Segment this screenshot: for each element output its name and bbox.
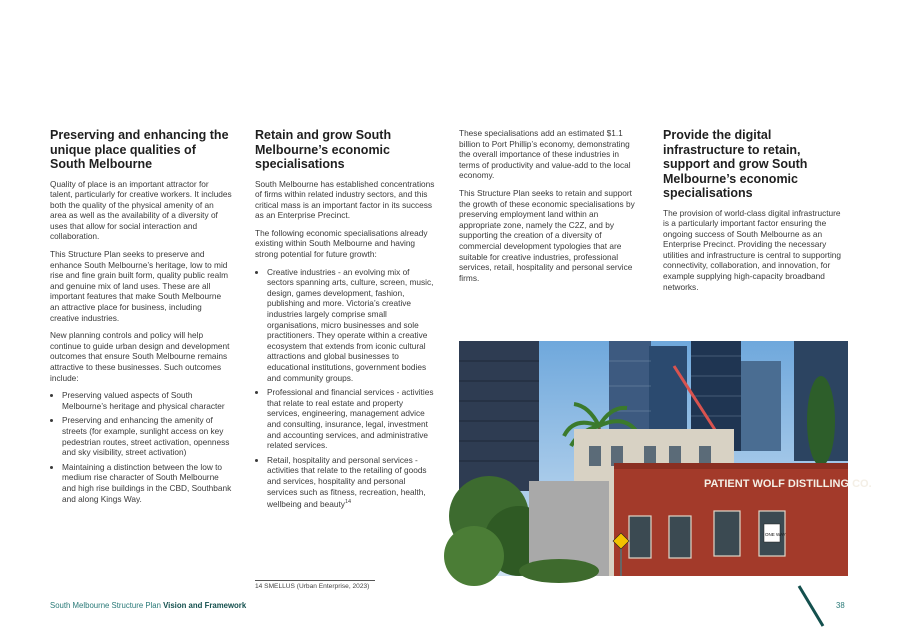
column-2: [255, 128, 437, 515]
footer-section: Vision and Framework: [163, 601, 247, 610]
paragraph: Quality of place is an important attractor for talent, particularly for creative workers. It includes both the quality of the physical amenity of an area as well as the availability of a diversity of uses that allow for social interaction and collaboration.: [50, 178, 232, 242]
bullet-list: [50, 390, 232, 504]
bullet-list: [255, 267, 437, 510]
footer-title: South Melbourne Structure Plan: [50, 601, 164, 610]
heading-place-qualities: Preserving and enhancing the unique place qualities of South Melbourne: [50, 128, 229, 171]
column-3: [459, 128, 641, 290]
paragraph: The provision of world-class digital infrastructure is a particularly important factor ensuring the ongoing success of South Melbourne as an Enterprise Precinct. Providing the necessary utilities and infrastructure is central to supporting connectivity, collaboration, and innovation, for example supplying high-capacity broadband networks.: [663, 207, 842, 292]
list-item: • Professional and financial services - activities that relate to real estate and property services, engineering, management advice and consulting, insurance, legal, investment and accounting services, and administrative related services.: [267, 387, 437, 451]
list-item: • Preserving and enhancing the amenity of streets (for example, sunlight access on key pedestrian routes, street activation, openness and sky visibility, street activation): [62, 415, 232, 457]
paragraph: New planning controls and policy will help continue to guide urban design and development outcomes that ensure South Melbourne remains attractive to these businesses. Such outcomes include:: [50, 330, 230, 383]
building-sign: PATIENT WOLF DISTILLING CO.: [704, 478, 872, 490]
list-item: • Creative industries - an evolving mix of sectors spanning arts, culture, screen, music, design, games development, fashion, publishing and more. Victoria’s creative industries largely comprise small organisations, micro businesses and sole practitioners. They operate within a creative ecosystem that extends from iconic cultural attractions and global businesses to educational institutions, government bodies and community groups.: [267, 267, 437, 384]
paragraph: These specialisations add an estimated $1.1 billion to Port Phillip’s economy, demonstrating the overall importance of these industries in terms of productivity and value-add to the local economy.: [459, 128, 631, 181]
street-photo: [459, 341, 872, 576]
heading-digital-infrastructure: Provide the digital infrastructure to retain, support and grow South Melbourne’s economic specialisations: [663, 128, 808, 200]
list-item: • Maintaining a distinction between the low to medium rise character of South Melbourne and high rise buildings in the CBD, Southbank and along Kings Way.: [62, 462, 232, 504]
accent-slash-icon: [795, 584, 825, 627]
paragraph: The following economic specialisations already existing within South Melbourne and having strong potential for future growth:: [255, 227, 428, 260]
list-item: • Preserving valued aspects of South Melbourne’s heritage and physical character: [62, 390, 232, 411]
column-1: [50, 128, 232, 510]
list-item-text: Retail, hospitality and personal services - activities that relate to the retailing of goods and services, hospitality and personal services such as fitness, recreation, health, wellbeing and beauty: [267, 454, 427, 509]
footnote-ref[interactable]: 14: [344, 499, 352, 506]
list-item: [267, 455, 437, 510]
footnote: 14 SMELLUS (Urban Enterprise, 2023): [255, 580, 375, 590]
paragraph: South Melbourne has established concentrations of firms within related industry sectors, and this critical mass is an important factor in its success as an Enterprise Precinct.: [255, 178, 435, 221]
page-number: 38: [836, 601, 845, 610]
column-4: [663, 128, 845, 299]
one-way-sign: ONE WAY: [765, 532, 786, 537]
footer-document-title: [50, 601, 246, 610]
paragraph: This Structure Plan seeks to retain and support the growth of these economic specialisations by preserving employment land within an appropriate zone, namely the C2Z, and by supporting the creation of a diversity of commercial development typologies that are suitable for creative industries, professional services, retail, hospitality and personal service firms.: [459, 187, 635, 283]
heading-economic-specialisations: Retain and grow South Melbourne’s economic specialisations: [255, 128, 392, 171]
paragraph: This Structure Plan seeks to preserve and enhance South Melbourne’s heritage, low to mid rise and fine grain built form, quality public realm and genuine mix of land uses. These are all important features that make South Melbourne an attractive place for business, including creative industries.: [50, 249, 229, 323]
street-photo-illustration: [459, 341, 872, 576]
